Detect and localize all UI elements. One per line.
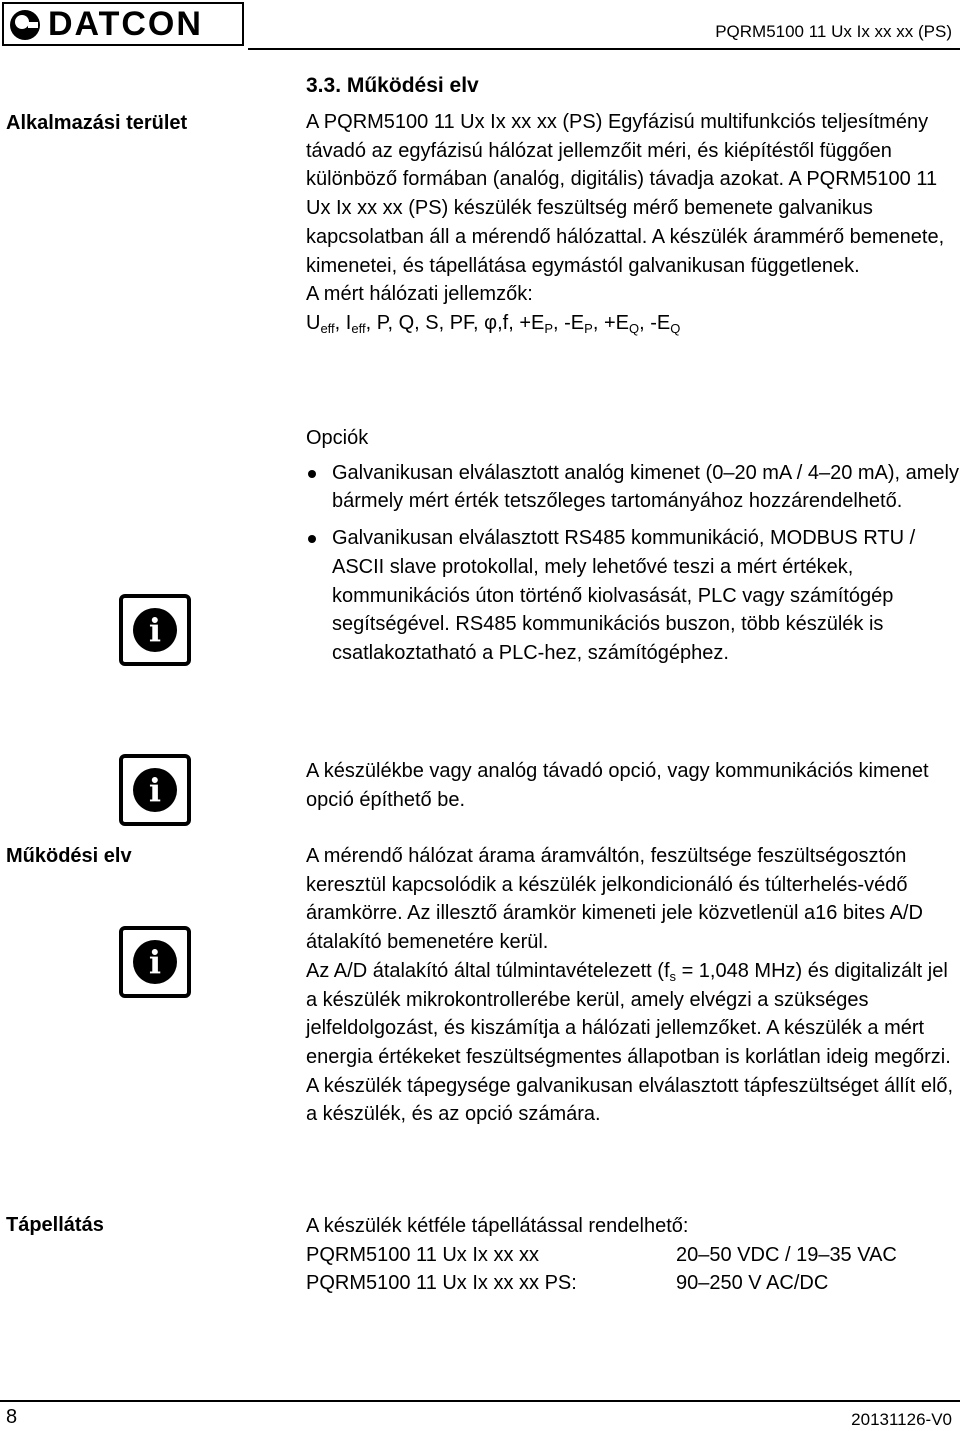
bullet-icon bbox=[308, 535, 316, 543]
bullet-icon bbox=[308, 470, 316, 478]
power-block bbox=[306, 1212, 960, 1298]
sidebar-label-application: Alkalmazási terület bbox=[6, 112, 188, 134]
info-icon: i bbox=[119, 594, 191, 666]
measured-quantities: $U_{eff}$, $I_{eff}$, P, Q, S, PF, φ,f, $+E_P$, $-E_P$, $+E_Q$, $-E_Q$ bbox=[306, 311, 681, 336]
sidebar-label-power: Tápellátás bbox=[6, 1214, 104, 1236]
operation-block bbox=[306, 842, 960, 1129]
options-note: A készülékbe vagy analóg távadó opció, vagy kommunikációs kimenet opció építhető be. bbox=[306, 760, 929, 811]
page-number: 8 bbox=[6, 1406, 18, 1428]
list-item: Galvanikusan elválasztott RS485 kommunikáció, MODBUS RTU / ASCII slave protokollal, mely lehetővé teszi a mért értékek, kommunikációs úton történő kiolvasását, PLC vagy számítógép segítségével. RS485 kommunikációs buszon, több készülék is csatlakoztatható a PLC-hez, számítógéphez. bbox=[306, 524, 960, 668]
options-block bbox=[306, 424, 960, 668]
supply-row: PQRM5100 11 Ux Ix xx xx 20–50 VDC / 19–35 VAC bbox=[306, 1243, 897, 1266]
list-item: Galvanikusan elválasztott analóg kimenet (0–20 mA / 4–20 mA), amely bármely mért érték tetszőleges tartományához hozzárendelhető. bbox=[306, 459, 960, 516]
options-title: Opciók bbox=[306, 427, 369, 449]
header-divider bbox=[248, 48, 960, 50]
application-block bbox=[306, 108, 960, 338]
document-date-code: 20131126-V0 bbox=[851, 1410, 952, 1429]
footer-divider bbox=[0, 1400, 960, 1402]
supply-row: PQRM5100 11 Ux Ix xx xx PS: 90–250 V AC/DC bbox=[306, 1272, 829, 1295]
document-code: PQRM5100 11 Ux Ix xx xx (PS) bbox=[715, 22, 952, 41]
section-heading: 3.3. Működési elv bbox=[306, 74, 479, 97]
info-icon: i bbox=[119, 926, 191, 998]
measured-intro: A mért hálózati jellemzők: bbox=[306, 283, 533, 306]
datcon-logo bbox=[2, 2, 244, 46]
sidebar-label-operation: Működési elv bbox=[6, 845, 132, 867]
logo-text: DATCON bbox=[48, 5, 203, 43]
logo-mark-icon bbox=[10, 10, 40, 40]
operation-paragraph-2: Az A/D átalakító által túlmintavételezett ($f_s = 1,048$ MHz) és digitalizált jel a készülék mikrokontrollerébe kerül, amely elvégzi a szükséges jelfeldolgozást, és kiszámítja a hálózati jellemzőket. A készülék a mért energia értékeket feszültségmentes állapotban is korlátlan ideig megőrzi. A készülék tápegysége galvanikusan elválasztott tápfeszültséget állít elő, a készülék, és az opció számára. bbox=[306, 959, 954, 1126]
operation-paragraph-1: A mérendő hálózat árama áramváltón, feszültsége feszültségosztón keresztül kapcsolódik a készülék jelkondicionáló és túlterhelés-védő áramkörre. Az illesztő áramkör kimeneti jele közvetlenül a16 bites A/D átalakító bemenetére kerül. bbox=[306, 845, 923, 954]
power-intro: A készülék kétféle tápellátással rendelhető: bbox=[306, 1215, 689, 1237]
info-icon: i bbox=[119, 754, 191, 826]
application-paragraph: A PQRM5100 11 Ux Ix xx xx (PS) Egyfázisú multifunkciós teljesítmény távadó az egyfázisú hálózat jellemzőit méri, és kiépítéstől függően különböző formában (analóg, digitális) távadja azokat. A PQRM5100 11 Ux Ix xx xx (PS) készülék feszültség mérő bemenete galvanikus kapcsolatban áll a mérendő hálózattal. A készülék árammérő bemenete, kimenetei, és tápellátása egymástól galvanikusan függetlenek. bbox=[306, 111, 945, 277]
